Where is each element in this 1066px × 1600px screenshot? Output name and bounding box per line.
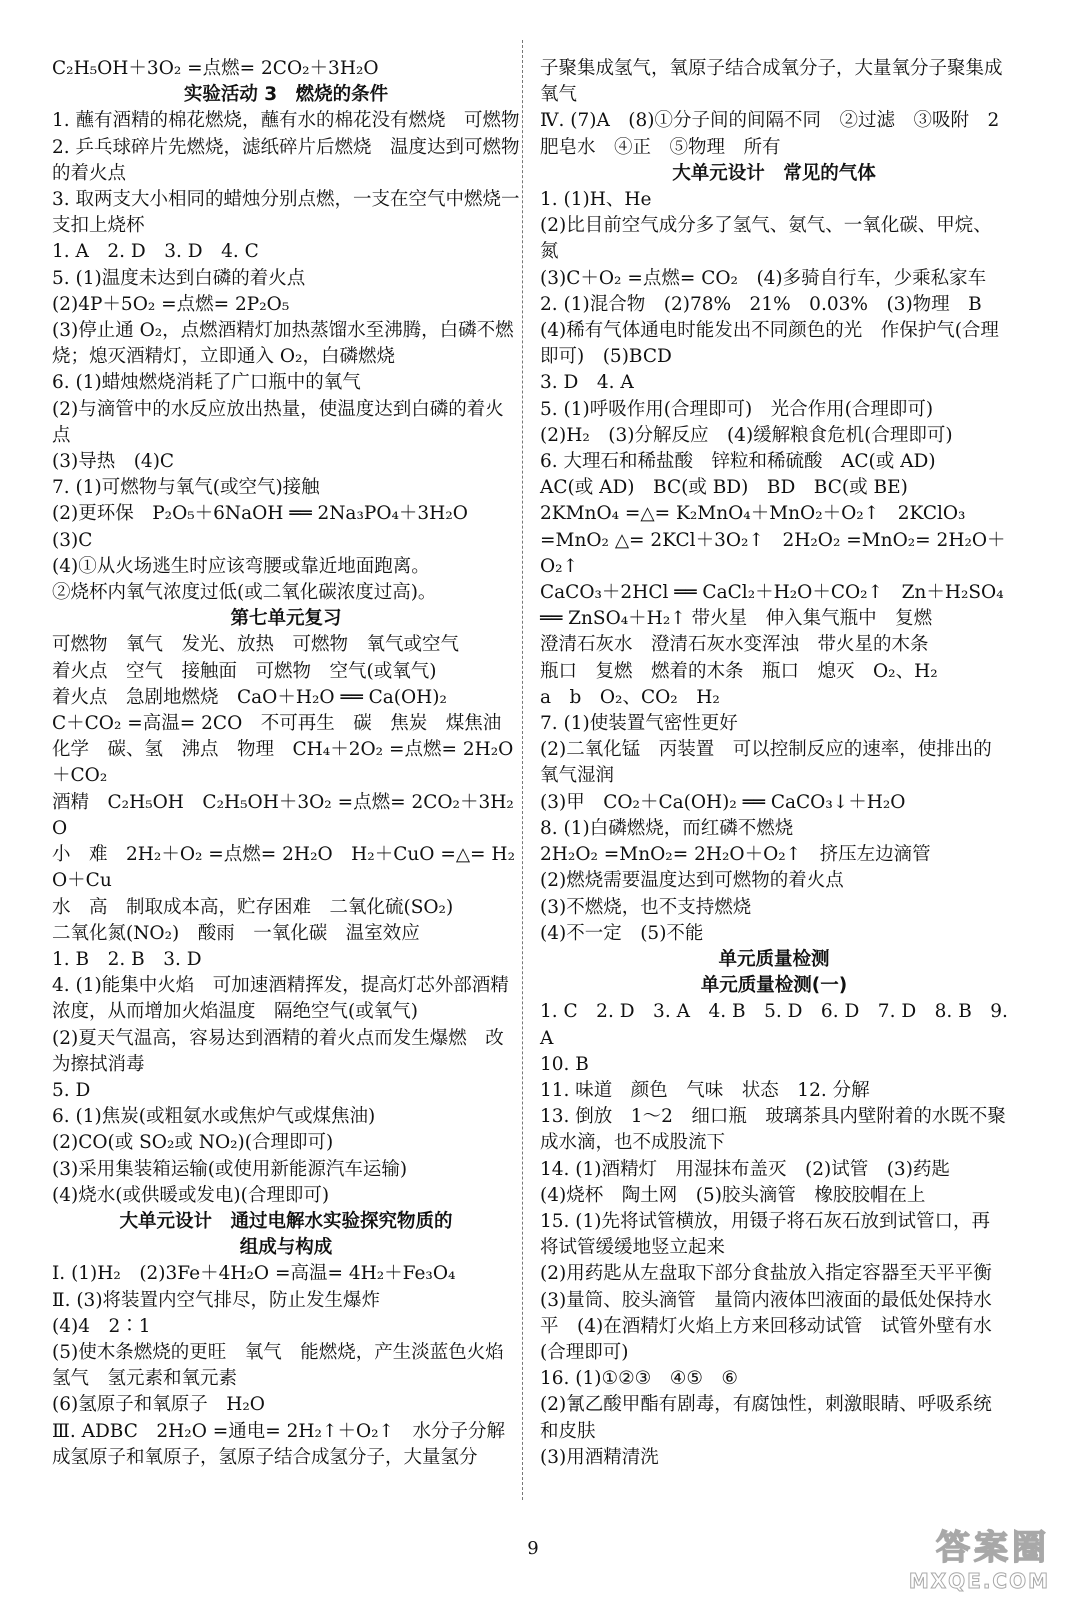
answer-line: Ⅲ. ADBC 2H₂O =通电= 2H₂↑＋O₂↑ 水分子分解成氢原子和氧原子，氢原子结合成氢分子，大量氢分 (52, 1420, 506, 1468)
answer-line: 着火点 急剧地燃烧 CaO＋H₂O ══ Ca(OH)₂ (52, 686, 447, 708)
answer-line: 14. (1)酒精灯 用湿抹布盖灭 (2)试管 (3)药匙 (540, 1158, 950, 1180)
answer-line: (2)CO(或 SO₂或 NO₂)(合理即可) (52, 1132, 334, 1154)
answer-line: (2)与滴管中的水反应放出热量，使温度达到白磷的着火点 (52, 398, 504, 446)
answer-line: (2)二氧化锰 丙装置 可以控制反应的速率，使排出的氧气湿润 (540, 739, 992, 787)
answer-line: 二氧化氮(NO₂) 酸雨 一氧化碳 温室效应 (52, 922, 420, 944)
answer-line: (3)用酒精清洗 (540, 1446, 659, 1468)
answer-line: (4)4 2∶1 (52, 1315, 151, 1337)
answer-line: (2)比目前空气成分多了氢气、氨气、一氧化碳、甲烷、氮 (540, 215, 992, 263)
answer-line: (3)C (52, 529, 93, 551)
answer-line: (3)不燃烧，也不支持燃烧 (540, 896, 752, 918)
answer-line: 15. (1)先将试管横放，用镊子将石灰石放到试管口，再将试管缓缓地竖立起来 (540, 1210, 991, 1259)
answer-line: 3. 取两支大小相同的蜡烛分别点燃，一支在空气中燃烧一支扣上烧杯 (52, 189, 520, 237)
answer-line: 6. (1)蜡烛燃烧消耗了广口瓶中的氧气 (52, 372, 361, 394)
answer-line: (3)停止通 O₂，点燃酒精灯加热蒸馏水至沸腾，白磷不燃烧；熄灭酒精灯，立即通入 O₂，白磷燃烧 (52, 320, 514, 368)
answer-line: Ⅰ. (1)H₂ (2)3Fe＋4H₂O =高温= 4H₂＋Fe₃O₄ (52, 1263, 456, 1285)
answer-line: (3)导热 (4)C (52, 451, 175, 473)
answer-line: 1. 蘸有酒精的棉花燃烧，蘸有水的棉花没有燃烧 可燃物 (52, 110, 520, 132)
answer-line: 7. (1)使装置气密性更好 (540, 713, 738, 735)
answer-line: (2)燃烧需要温度达到可燃物的着火点 (540, 870, 844, 892)
answer-line: 8. (1)白磷燃烧，而红磷不燃烧 (540, 817, 794, 839)
answer-line: Ⅳ. (7)A (8)①分子间的间隔不同 ②过滤 ③吸附 2 肥皂水 ④正 ⑤物理 所有 (540, 110, 1018, 158)
answer-line: 1. A 2. D 3. D 4. C (52, 241, 259, 263)
answer-line: a b O₂、CO₂ H₂ (540, 686, 720, 708)
watermark-url: MXQE.COM (908, 1569, 1050, 1593)
answer-line: 瓶口 复燃 燃着的木条 瓶口 熄灭 O₂、H₂ (540, 660, 938, 682)
answer-line: (2)用药匙从左盘取下部分食盐放入指定容器至天平平衡 (540, 1263, 992, 1285)
section-heading: 大单元设计 通过电解水实验探究物质的 (119, 1210, 453, 1232)
answer-line: 2. 乒乓球碎片先燃烧，滤纸碎片后燃烧 温度达到可燃物的着火点 (52, 136, 520, 184)
answer-line: 2H₂O₂ =MnO₂= 2H₂O＋O₂↑ 挤压左边滴管 (540, 844, 931, 866)
section-heading: 实验活动 3 燃烧的条件 (183, 84, 389, 106)
answer-line: 2. (1)混合物 (2)78% 21% 0.03% (3)物理 B (540, 293, 982, 315)
answer-line: 澄清石灰水 澄清石灰水变浑浊 带火星的木条 (540, 634, 929, 656)
column-divider (522, 40, 523, 1500)
answer-line: ══ ZnSO₄＋H₂↑ 带火星 伸入集气瓶中 复燃 (540, 608, 933, 630)
answer-line: 2KMnO₄ =△= K₂MnO₄＋MnO₂＋O₂↑ 2KClO₃ (540, 503, 966, 525)
answer-line: 着火点 空气 接触面 可燃物 空气(或氧气) (52, 660, 437, 682)
answer-line: (4)不一定 (5)不能 (540, 922, 704, 944)
answer-line: 4. (1)能集中火焰 可加速酒精挥发，提高灯芯外部酒精浓度，从而增加火焰温度 隔绝空气(或氧气) (52, 975, 509, 1023)
answer-line: 11. 味道 颜色 气味 状态 12. 分解 (540, 1079, 870, 1101)
section-heading: 第七单元复习 (230, 608, 342, 630)
watermark-logo (900, 1520, 1050, 1593)
answer-line: (2)氰乙酸甲酯有剧毒，有腐蚀性，刺激眼睛、呼吸系统和皮肤 (540, 1394, 992, 1442)
answer-line: 16. (1)①②③ ④⑤ ⑥ (540, 1368, 739, 1390)
answer-line: 3. D 4. A (540, 372, 634, 394)
answer-line: (3)量筒、胶头滴管 量筒内液体凹液面的最低处保持水平 (4)在酒精灯火焰上方来回移动试管 试管外壁有水(合理即可) (540, 1289, 992, 1363)
section-heading: 单元质量检测 (718, 948, 830, 970)
answer-line: =MnO₂ △= 2KCl＋3O₂↑ 2H₂O₂ =MnO₂= 2H₂O＋O₂↑ (540, 529, 1006, 577)
answer-line: 1. (1)H、He (540, 189, 652, 211)
answer-line: 5. (1)呼吸作用(合理即可) 光合作用(合理即可) (540, 398, 934, 420)
answer-line: AC(或 AD) BC(或 BD) BD BC(或 BE) (540, 477, 908, 499)
answer-line: (3)甲 CO₂＋Ca(OH)₂ ══ CaCO₃↓＋H₂O (540, 791, 906, 813)
answer-line: 化学 碳、氢 沸点 物理 CH₄＋2O₂ =点燃= 2H₂O＋CO₂ (52, 739, 514, 787)
answer-line: 可燃物 氧气 发光、放热 可燃物 氧气或空气 (52, 634, 460, 656)
answer-line: (3)C＋O₂ =点燃= CO₂ (4)多骑自行车，少乘私家车 (540, 267, 987, 289)
left-column (52, 56, 523, 1471)
right-column (540, 56, 1018, 1471)
answer-line: 水 高 制取成本高，贮存困难 二氧化硫(SO₂) (52, 896, 454, 918)
page-number: 9 (527, 1538, 539, 1559)
answer-line: 5. (1)温度未达到白磷的着火点 (52, 267, 306, 289)
answer-line: 子聚集成氢气，氧原子结合成氧分子，大量氧分子聚集成氧气 (540, 58, 1003, 106)
section-heading: 单元质量检测(一) (700, 975, 848, 997)
answer-line: (2)H₂ (3)分解反应 (4)缓解粮食危机(合理即可) (540, 424, 953, 446)
answer-line: CaCO₃＋2HCl ══ CaCl₂＋H₂O＋CO₂↑ Zn＋H₂SO₄ (540, 582, 1004, 604)
answer-line: C₂H₅OH＋3O₂ =点燃= 2CO₂＋3H₂O (52, 58, 379, 79)
answer-line: 1. C 2. D 3. A 4. B 5. D 6. D 7. D 8. B 9. A (540, 1001, 1014, 1049)
answer-line: 5. D (52, 1079, 91, 1101)
answer-line: (2)更环保 P₂O₅＋6NaOH ══ 2Na₃PO₄＋3H₂O (52, 503, 468, 525)
answer-line: (3)采用集装箱运输(或使用新能源汽车运输) (52, 1158, 408, 1180)
answer-line: 1. B 2. B 3. D (52, 948, 202, 970)
section-heading: 大单元设计 常见的气体 (672, 162, 876, 184)
answer-line: 7. (1)可燃物与氧气(或空气)接触 (52, 477, 320, 499)
answer-line: 酒精 C₂H₅OH C₂H₅OH＋3O₂ =点燃= 2CO₂＋3H₂O (52, 791, 514, 839)
answer-line: C＋CO₂ =高温= 2CO 不可再生 碳 焦炭 煤焦油 (52, 713, 502, 735)
answer-line: 6. 大理石和稀盐酸 锌粒和稀硫酸 AC(或 AD) (540, 451, 936, 473)
watermark-text: 答案圈 (936, 1528, 1050, 1568)
answer-line: (2)夏天气温高，容易达到酒精的着火点而发生爆燃 改为擦拭消毒 (52, 1027, 504, 1075)
answer-line: (4)烧水(或供暖或发电)(合理即可) (52, 1184, 330, 1206)
answer-line: (4)烧杯 陶土网 (5)胶头滴管 橡胶胶帽在上 (540, 1184, 926, 1206)
answer-line: (4)①从火场逃生时应该弯腰或靠近地面跑离。 (52, 555, 430, 577)
answer-line: (6)氢原子和氧原子 H₂O (52, 1394, 265, 1416)
section-heading: 组成与构成 (239, 1237, 333, 1259)
answer-line: (2)4P＋5O₂ =点燃= 2P₂O₅ (52, 293, 290, 315)
answer-line: 小 难 2H₂＋O₂ =点燃= 2H₂O H₂＋CuO =△= H₂O＋Cu (52, 844, 515, 892)
answer-line: 6. (1)焦炭(或粗氨水或焦炉气或煤焦油) (52, 1106, 376, 1128)
answer-line: (5)使木条燃烧的更旺 氧气 能燃烧，产生淡蓝色火焰 氢气 氢元素和氧元素 (52, 1341, 523, 1390)
answer-line: 10. B (540, 1053, 589, 1075)
answer-line: ②烧杯内氧气浓度过低(或二氧化碳浓度过高)。 (52, 582, 437, 604)
answer-line: Ⅱ. (3)将装置内空气排尽，防止发生爆炸 (52, 1289, 381, 1311)
answer-line: 13. 倒放 1～2 细口瓶 玻璃茶具内壁附着的水既不聚成水滴，也不成股流下 (540, 1106, 1006, 1154)
answer-line: (4)稀有气体通电时能发出不同颜色的光 作保护气(合理即可) (5)BCD (540, 320, 999, 368)
